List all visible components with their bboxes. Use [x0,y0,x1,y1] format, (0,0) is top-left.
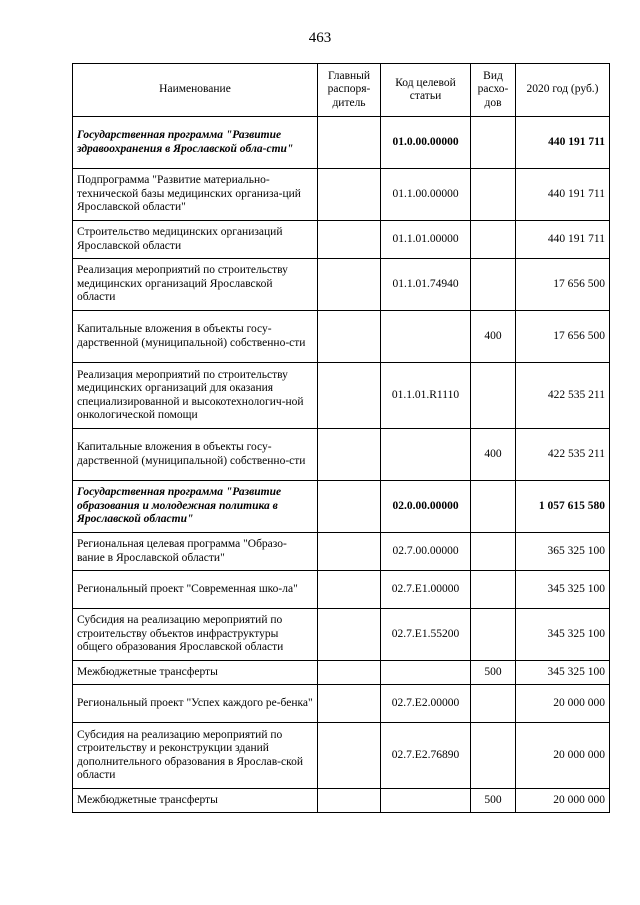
row-code-cell: 02.0.00.00000 [381,481,471,533]
row-vid-cell [471,259,516,311]
budget-table [72,63,610,813]
row-admin-cell [318,117,381,169]
row-name-cell: Капитальные вложения в объекты госу-дарственной (муниципальной) собственно-сти [73,311,318,363]
table-row [73,221,610,259]
row-name-cell: Реализация мероприятий по строительству медицинских организаций для оказания специализированной и высокотехнологич-ной онкологической помощи [73,363,318,429]
row-admin-cell [318,481,381,533]
row-amount-cell: 422 535 211 [516,429,610,481]
row-vid-cell: 400 [471,311,516,363]
row-name-cell: Региональная целевая программа "Образо-вание в Ярославской области" [73,533,318,571]
row-amount-cell: 20 000 000 [516,723,610,789]
row-code-cell [381,661,471,685]
row-vid-cell: 500 [471,661,516,685]
table-row [73,571,610,609]
table-row [73,481,610,533]
row-code-cell: 02.7.E2.00000 [381,685,471,723]
header-admin: Главный распоря-дитель [318,64,381,117]
table-row [73,723,610,789]
row-admin-cell [318,609,381,661]
row-admin-cell [318,259,381,311]
row-admin-cell [318,789,381,813]
row-name-cell: Подпрограмма "Развитие материально-технической базы медицинских организа-ций Ярославской области" [73,169,318,221]
table-row [73,117,610,169]
row-name-cell: Строительство медицинских организаций Ярославской области [73,221,318,259]
row-amount-cell: 17 656 500 [516,311,610,363]
row-vid-cell [471,533,516,571]
row-name-cell: Субсидия на реализацию мероприятий по строительству объектов инфраструктуры общего образования Ярославской области [73,609,318,661]
row-code-cell: 01.1.01.R1110 [381,363,471,429]
row-admin-cell [318,571,381,609]
row-admin-cell [318,429,381,481]
table-row [73,685,610,723]
table-row [73,363,610,429]
row-vid-cell [471,363,516,429]
table-row [73,311,610,363]
header-name: Наименование [73,64,318,117]
row-amount-cell: 20 000 000 [516,685,610,723]
row-amount-cell: 17 656 500 [516,259,610,311]
header-code: Код целевой статьи [381,64,471,117]
row-vid-cell [471,117,516,169]
table-row [73,169,610,221]
row-admin-cell [318,169,381,221]
row-name-cell: Межбюджетные трансферты [73,789,318,813]
table-row [73,661,610,685]
table-body [73,117,610,813]
row-vid-cell [471,685,516,723]
row-admin-cell [318,221,381,259]
row-amount-cell: 440 191 711 [516,117,610,169]
table-row [73,609,610,661]
row-admin-cell [318,533,381,571]
row-code-cell: 01.1.01.74940 [381,259,471,311]
row-name-cell: Региональный проект "Современная шко-ла" [73,571,318,609]
page-number: 463 [308,30,332,46]
row-vid-cell [471,723,516,789]
row-amount-cell: 345 325 100 [516,609,610,661]
row-code-cell [381,789,471,813]
row-vid-cell [471,221,516,259]
row-code-cell: 02.7.E1.00000 [381,571,471,609]
row-amount-cell: 345 325 100 [516,661,610,685]
row-vid-cell [471,571,516,609]
row-amount-cell: 440 191 711 [516,221,610,259]
row-code-cell [381,429,471,481]
table-row [73,259,610,311]
table-row [73,533,610,571]
row-admin-cell [318,685,381,723]
table-row [73,789,610,813]
row-name-cell: Реализация мероприятий по строительству медицинских организаций Ярославской области [73,259,318,311]
row-name-cell: Государственная программа "Развитие образования и молодежная политика в Ярославской области" [73,481,318,533]
row-code-cell: 02.7.E2.76890 [381,723,471,789]
row-code-cell: 01.0.00.00000 [381,117,471,169]
row-admin-cell [318,363,381,429]
row-name-cell: Региональный проект "Успех каждого ре-бенка" [73,685,318,723]
row-vid-cell [471,169,516,221]
row-code-cell: 02.7.E1.55200 [381,609,471,661]
row-code-cell: 02.7.00.00000 [381,533,471,571]
row-admin-cell [318,311,381,363]
row-vid-cell [471,609,516,661]
row-amount-cell: 440 191 711 [516,169,610,221]
row-code-cell: 01.1.00.00000 [381,169,471,221]
row-amount-cell: 1 057 615 580 [516,481,610,533]
table-header-row [73,64,610,117]
header-vid: Вид расхо-дов [471,64,516,117]
row-name-cell: Субсидия на реализацию мероприятий по строительству и реконструкции зданий дополнительного образования в Ярослав-ской области [73,723,318,789]
row-code-cell: 01.1.01.00000 [381,221,471,259]
row-name-cell: Государственная программа "Развитие здравоохранения в Ярославской обла-сти" [73,117,318,169]
row-amount-cell: 422 535 211 [516,363,610,429]
row-amount-cell: 345 325 100 [516,571,610,609]
row-code-cell [381,311,471,363]
row-amount-cell: 20 000 000 [516,789,610,813]
table-row [73,429,610,481]
row-name-cell: Межбюджетные трансферты [73,661,318,685]
row-vid-cell [471,481,516,533]
row-admin-cell [318,661,381,685]
row-name-cell: Капитальные вложения в объекты госу-дарственной (муниципальной) собственно-сти [73,429,318,481]
row-vid-cell: 400 [471,429,516,481]
header-amount: 2020 год (руб.) [516,64,610,117]
row-vid-cell: 500 [471,789,516,813]
row-admin-cell [318,723,381,789]
row-amount-cell: 365 325 100 [516,533,610,571]
